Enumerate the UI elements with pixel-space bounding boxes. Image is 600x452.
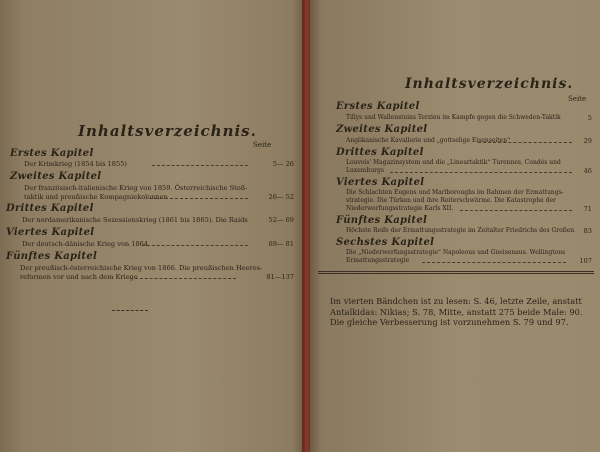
right-chapter-5-heading: Fünftes Kapitel: [336, 215, 428, 226]
right-chapter-1-line: Tillys und Wallensteins Terzien im Kampfe gegen die Schweden-Taktik: [346, 114, 561, 121]
left-chapter-4-pages: 69— 81: [268, 240, 294, 248]
left-leader-4: [142, 245, 248, 246]
right-chapter-3-pages: 46: [583, 167, 592, 175]
right-chapter-1-heading: Erstes Kapitel: [336, 101, 420, 112]
right-chapter-4-line-2: strategie. Die Türken und ihre Reiterschwärme. Die Katastrophe der: [346, 197, 556, 204]
left-chapter-5-pages: 81—137: [266, 273, 294, 281]
left-chapter-1-line: Der Krimkrieg (1854 bis 1855): [24, 160, 127, 168]
right-page: [310, 0, 600, 452]
right-chapter-2-heading: Zweites Kapitel: [336, 124, 428, 135]
right-leader-4: [460, 210, 572, 211]
left-chapter-1-heading: Erstes Kapitel: [10, 148, 94, 159]
left-chapter-3-line: Der nordamerikanische Sezessionskrieg (1861 bis 1865). Die Raids: [22, 216, 248, 224]
left-chapter-5-line-1: Der preußisch-österreichische Krieg von 1866. Die preußischen Heeres-: [20, 264, 263, 272]
right-leader-6: [422, 262, 566, 263]
right-seite-label: Seite: [568, 95, 587, 103]
right-chapter-2-pages: 29: [583, 137, 592, 145]
right-chapter-4-pages: 71: [583, 205, 592, 213]
left-leader-2: [150, 198, 248, 199]
left-chapter-1-pages: 5— 26: [272, 160, 294, 168]
right-title: Inhaltsverzeichnis.: [405, 76, 574, 92]
right-chapter-4-heading: Viertes Kapitel: [336, 177, 425, 188]
right-rule-top: [318, 271, 594, 272]
right-chapter-3-line-1: Louvois' Magazinsystem und die „Lineartaktik“ Turennes, Condés und: [346, 159, 561, 166]
left-title: Inhaltsverzeichnis.: [78, 122, 257, 140]
right-chapter-1-pages: 5: [587, 114, 592, 122]
left-chapter-5-heading: Fünftes Kapitel: [6, 251, 98, 262]
right-chapter-6-pages: 107: [579, 257, 592, 265]
left-chapter-4-heading: Viertes Kapitel: [6, 227, 95, 238]
right-leader-3: [390, 172, 572, 173]
erratum-note: Im vierten Bändchen ist zu lesen: S. 46, letzte Zeile, anstatt Antalkidas: Nikias; S. 78, Mitte, anstatt 275 beide Male: 90. Die gleiche Verbesserung ist vorzunehmen S. 79 und 97.: [330, 296, 583, 327]
left-chapter-2-pages: 26— 52: [268, 193, 294, 201]
right-rule-bottom: [318, 273, 594, 274]
right-chapter-3-heading: Drittes Kapitel: [336, 147, 424, 158]
left-divider: [112, 310, 148, 311]
right-chapter-6-heading: Sechstes Kapitel: [336, 237, 435, 248]
left-chapter-4-line: Der deutsch-dänische Krieg von 1864: [22, 240, 149, 248]
left-chapter-3-pages: 52— 69: [268, 216, 294, 224]
right-chapter-6-line-1: Die „Niederwerfungsstrategie“ Napoleons und Gneisenaus. Wellingtons: [346, 249, 566, 256]
left-chapter-2-line-2: taktik und preußische Kompagniekolonnen: [24, 193, 168, 201]
right-chapter-3-line-2: Luxemburgs: [346, 167, 384, 174]
right-leader-2: [478, 142, 572, 143]
right-chapter-2-line: Anglikanische Kavallerie und „gottselige Eisenseiten“: [346, 137, 511, 144]
right-chapter-5-line: Höchste Reife der Ermattungsstrategie im Zeitalter Friedrichs des Großen: [346, 227, 575, 234]
left-chapter-5-line-2: reformen vor und nach dem Kriege: [20, 273, 138, 281]
left-leader-5: [130, 278, 236, 279]
left-chapter-2-heading: Zweites Kapitel: [10, 171, 102, 182]
right-chapter-4-line-3: Niederwerfungsstrategie Karls XII.: [346, 205, 454, 212]
right-chapter-4-line-1: Die Schlachten Eugens und Marlboroughs im Rahmen der Ermattungs-: [346, 189, 564, 196]
left-chapter-3-heading: Drittes Kapitel: [6, 203, 94, 214]
left-seite-label: Seite: [253, 141, 272, 149]
left-chapter-2-line-1: Der französisch-italienische Krieg von 1859. Österreichische Stoß-: [24, 184, 248, 192]
left-leader-1: [152, 165, 248, 166]
right-chapter-5-pages: 83: [583, 227, 592, 235]
right-chapter-6-line-2: Ermattungsstrategie: [346, 257, 410, 264]
